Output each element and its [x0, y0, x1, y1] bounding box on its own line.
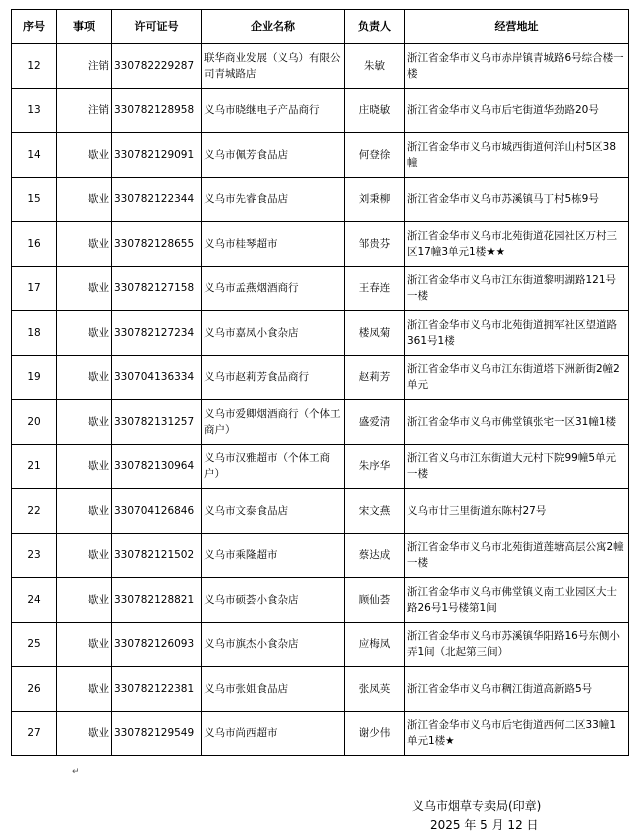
cell-address-text: 浙江省金华市义乌市后宅街道华劲路20号 — [407, 104, 599, 117]
cell-action-text: 歇业 — [88, 504, 109, 517]
cell-address — [405, 222, 629, 267]
cell-address — [405, 489, 629, 534]
cell-license-text: 330782128655 — [114, 237, 195, 250]
cell-address-text: 浙江省金华市义乌市佛堂镇义南工业园区大士路26号1号楼第1间 — [407, 585, 617, 614]
cell-action — [57, 88, 112, 133]
cell-address-text: 浙江省金华市义乌市稠江街道高新路5号 — [407, 682, 593, 695]
cell-person — [345, 622, 405, 667]
cell-address-text: 浙江省金华市义乌市苏溪镇华阳路16号东侧小弄1间（北起第三间） — [407, 630, 620, 659]
cell-company-text: 义乌市张姐食品店 — [204, 682, 288, 695]
cell-company — [202, 533, 345, 578]
cell-person — [345, 533, 405, 578]
issuer-organization: 义乌市烟草专卖局(印章) — [412, 799, 542, 813]
cell-index-text: 19 — [27, 371, 41, 384]
table-row — [12, 489, 629, 534]
cell-index-text: 13 — [27, 104, 41, 117]
cell-company — [202, 444, 345, 489]
cell-person — [345, 266, 405, 311]
table-row — [12, 88, 629, 133]
cell-address — [405, 44, 629, 89]
cell-index — [12, 533, 57, 578]
cell-action-text: 歇业 — [88, 148, 109, 161]
cell-index — [12, 489, 57, 534]
cell-person-text: 蔡达成 — [358, 549, 391, 562]
cell-action — [57, 711, 112, 756]
cell-index-text: 20 — [27, 415, 41, 428]
cell-license — [112, 266, 202, 311]
cell-company — [202, 400, 345, 445]
table-row — [12, 266, 629, 311]
cell-action-text: 歇业 — [88, 282, 109, 295]
cell-index — [12, 266, 57, 311]
header-company: 企业名称 — [202, 10, 345, 44]
cell-person — [345, 711, 405, 756]
cell-person-text: 朱敏 — [364, 59, 385, 72]
cell-company — [202, 133, 345, 178]
cell-license — [112, 88, 202, 133]
cell-person-text: 朱序华 — [358, 460, 391, 473]
cell-action-text: 注销 — [88, 59, 109, 72]
cell-license — [112, 622, 202, 667]
cell-license — [112, 400, 202, 445]
cell-action-text: 歇业 — [88, 460, 109, 473]
cell-action — [57, 533, 112, 578]
cell-index-text: 27 — [27, 727, 41, 740]
cell-license — [112, 578, 202, 623]
cell-address-text: 浙江省金华市义乌市江东街道黎明湖路121号一楼 — [407, 274, 617, 303]
cell-index-text: 21 — [27, 460, 41, 473]
cell-address — [405, 711, 629, 756]
table-row — [12, 444, 629, 489]
cell-address-text: 浙江省金华市义乌市北苑街道拥军社区望道路361号1楼 — [407, 318, 617, 347]
cell-index — [12, 88, 57, 133]
cell-company — [202, 355, 345, 400]
cell-person-text: 何登徐 — [358, 148, 391, 161]
cell-license-text: 330782127158 — [114, 282, 195, 295]
header-action: 事项 — [57, 10, 112, 44]
cell-license-text: 330782121502 — [114, 549, 195, 562]
cell-license-text: 330782127234 — [114, 326, 195, 339]
cell-company — [202, 266, 345, 311]
cell-person-text: 宋文燕 — [358, 504, 391, 517]
cell-person — [345, 88, 405, 133]
cell-person-text: 庄晓敏 — [358, 104, 391, 117]
cell-company — [202, 88, 345, 133]
cell-address — [405, 133, 629, 178]
cell-action-text: 歇业 — [88, 193, 109, 206]
cell-license — [112, 533, 202, 578]
cell-license — [112, 44, 202, 89]
cell-person-text: 顾仙荟 — [358, 593, 391, 606]
cell-person — [345, 444, 405, 489]
cell-address-text: 浙江省金华市义乌市江东街道塔下洲新街2幢2单元 — [407, 363, 620, 392]
cell-address-text: 浙江省金华市义乌市佛堂镇张宅一区31幢1楼 — [407, 415, 617, 428]
cell-company-text: 义乌市佩芳食品店 — [204, 148, 288, 161]
table-row — [12, 711, 629, 756]
cell-person-text: 刘秉柳 — [358, 193, 391, 206]
cell-action — [57, 622, 112, 667]
cell-index-text: 16 — [27, 237, 41, 250]
cell-index-text: 12 — [27, 59, 41, 72]
cell-person — [345, 133, 405, 178]
cell-license-text: 330782122381 — [114, 682, 195, 695]
cell-license-text: 330782131257 — [114, 415, 195, 428]
cell-company-text: 义乌市爱卿烟酒商行（个体工商户） — [204, 407, 341, 436]
cell-index-text: 15 — [27, 193, 41, 206]
cell-company-text: 义乌市嘉凤小食杂店 — [204, 326, 299, 339]
cell-action-text: 歇业 — [88, 682, 109, 695]
cell-person — [345, 44, 405, 89]
cell-index-text: 24 — [27, 593, 41, 606]
cell-person — [345, 578, 405, 623]
license-table — [11, 9, 629, 756]
cell-address-text: 浙江省金华市义乌市北苑街道莲塘高层公寓2幢一楼 — [407, 541, 624, 570]
cell-company-text: 义乌市旗杰小食杂店 — [204, 638, 299, 651]
cell-person-text: 张凤英 — [358, 682, 391, 695]
cell-person — [345, 355, 405, 400]
cell-index — [12, 311, 57, 356]
cell-address — [405, 355, 629, 400]
table-row — [12, 400, 629, 445]
cell-address — [405, 177, 629, 222]
cell-index — [12, 400, 57, 445]
cell-person — [345, 400, 405, 445]
cell-action-text: 歇业 — [88, 593, 109, 606]
cell-license-text: 330782126093 — [114, 638, 195, 651]
table-row — [12, 133, 629, 178]
table-body — [12, 44, 629, 756]
cell-license — [112, 667, 202, 712]
cell-address-text: 浙江省义乌市江东街道大元村下院99幢5单元一楼 — [407, 452, 617, 481]
cell-company — [202, 222, 345, 267]
cell-index-text: 25 — [27, 638, 41, 651]
cell-address-text: 浙江省金华市义乌市苏溪镇马丁村5栋9号 — [407, 193, 599, 206]
cell-license-text: 330782129091 — [114, 148, 195, 161]
cell-license — [112, 177, 202, 222]
cell-company — [202, 622, 345, 667]
cell-company-text: 义乌市乘隆超市 — [204, 549, 278, 562]
table-row — [12, 578, 629, 623]
cell-address — [405, 667, 629, 712]
cell-index-text: 26 — [27, 682, 41, 695]
header-index: 序号 — [12, 10, 57, 44]
cell-company-text: 义乌市硕荟小食杂店 — [204, 593, 299, 606]
cell-person-text: 赵莉芳 — [358, 371, 391, 384]
cell-person-text: 应梅凤 — [358, 638, 391, 651]
cell-license — [112, 311, 202, 356]
cell-license-text: 330782229287 — [114, 59, 195, 72]
cell-index-text: 17 — [27, 282, 41, 295]
header-license: 许可证号 — [112, 10, 202, 44]
cell-address-text: 浙江省金华市义乌市城西街道何洋山村5区38幢 — [407, 140, 617, 169]
cell-index-text: 22 — [27, 504, 41, 517]
cell-action — [57, 355, 112, 400]
header-address: 经营地址 — [405, 10, 629, 44]
cell-person-text: 盛爱清 — [358, 415, 391, 428]
cell-action — [57, 489, 112, 534]
cell-license — [112, 355, 202, 400]
cell-action — [57, 177, 112, 222]
cell-company — [202, 177, 345, 222]
cell-license-text: 330782129549 — [114, 727, 195, 740]
cell-company-text: 义乌市尚西超市 — [204, 727, 278, 740]
cell-action — [57, 444, 112, 489]
cell-person — [345, 489, 405, 534]
table-row — [12, 222, 629, 267]
cell-license — [112, 489, 202, 534]
cell-action-text: 歇业 — [88, 326, 109, 339]
cell-company-text: 义乌市赵莉芳食品商行 — [204, 371, 309, 384]
cell-address-text: 浙江省金华市义乌市赤岸镇青城路6号综合楼一楼 — [407, 51, 624, 80]
cell-action — [57, 266, 112, 311]
cell-company-text: 义乌市桂琴超市 — [204, 237, 278, 250]
cell-person-text: 楼凤菊 — [358, 326, 391, 339]
cell-company — [202, 311, 345, 356]
cell-action-text: 注销 — [88, 104, 109, 117]
cell-address — [405, 622, 629, 667]
cell-action-text: 歇业 — [88, 638, 109, 651]
cell-action — [57, 400, 112, 445]
cell-person-text: 王春连 — [358, 282, 391, 295]
cell-address — [405, 444, 629, 489]
cell-company-text: 义乌市孟燕烟酒商行 — [204, 282, 299, 295]
cell-person — [345, 667, 405, 712]
cell-action — [57, 311, 112, 356]
cell-action — [57, 133, 112, 178]
cell-company-text: 义乌市汉雅超市（个体工商户） — [204, 452, 330, 481]
cell-action — [57, 667, 112, 712]
cell-action-text: 歇业 — [88, 549, 109, 562]
table-row — [12, 533, 629, 578]
cell-company — [202, 489, 345, 534]
cell-address — [405, 578, 629, 623]
cell-index — [12, 444, 57, 489]
cell-company — [202, 578, 345, 623]
table-row — [12, 44, 629, 89]
paragraph-mark-icon: ↵ — [72, 767, 80, 777]
cell-action-text: 歇业 — [88, 415, 109, 428]
table-row — [12, 622, 629, 667]
cell-company — [202, 44, 345, 89]
cell-company-text: 义乌市文泰食品店 — [204, 504, 288, 517]
cell-address — [405, 311, 629, 356]
cell-index-text: 23 — [27, 549, 41, 562]
cell-index-text: 14 — [27, 148, 41, 161]
cell-address-text: 浙江省金华市义乌市后宅街道西何二区33幢1单元1楼★ — [407, 719, 617, 748]
cell-person — [345, 222, 405, 267]
cell-license — [112, 133, 202, 178]
header-person: 负责人 — [345, 10, 405, 44]
cell-index — [12, 711, 57, 756]
cell-address — [405, 533, 629, 578]
cell-index — [12, 355, 57, 400]
cell-index — [12, 222, 57, 267]
table-row — [12, 311, 629, 356]
cell-person-text: 谢少伟 — [358, 727, 391, 740]
cell-license — [112, 444, 202, 489]
issue-date: 2025 年 5 月 12 日 — [430, 818, 539, 832]
cell-company-text: 义乌市先睿食品店 — [204, 193, 288, 206]
cell-address-text: 义乌市廿三里街道东陈村27号 — [407, 504, 547, 517]
cell-action-text: 歇业 — [88, 371, 109, 384]
table-row — [12, 177, 629, 222]
cell-person-text: 邹贵芬 — [358, 237, 391, 250]
cell-address — [405, 88, 629, 133]
cell-index — [12, 177, 57, 222]
cell-person — [345, 311, 405, 356]
cell-company — [202, 711, 345, 756]
cell-company-text: 联华商业发展（义乌）有限公司青城路店 — [204, 51, 341, 80]
cell-license-text: 330782122344 — [114, 193, 195, 206]
cell-license-text: 330704126846 — [114, 504, 195, 517]
cell-license — [112, 711, 202, 756]
cell-index — [12, 667, 57, 712]
table-header-row — [12, 10, 629, 44]
cell-action — [57, 222, 112, 267]
cell-license — [112, 222, 202, 267]
cell-address-text: 浙江省金华市义乌市北苑街道花园社区万村三区17幢3单元1楼★★ — [407, 229, 617, 258]
cell-address — [405, 400, 629, 445]
cell-license-text: 330704136334 — [114, 371, 195, 384]
cell-index-text: 18 — [27, 326, 41, 339]
cell-action-text: 歇业 — [88, 727, 109, 740]
cell-index — [12, 133, 57, 178]
table-row — [12, 667, 629, 712]
cell-index — [12, 578, 57, 623]
cell-action-text: 歇业 — [88, 237, 109, 250]
cell-company — [202, 667, 345, 712]
cell-person — [345, 177, 405, 222]
cell-license-text: 330782128821 — [114, 593, 195, 606]
cell-index — [12, 622, 57, 667]
cell-address — [405, 266, 629, 311]
cell-action — [57, 578, 112, 623]
cell-action — [57, 44, 112, 89]
cell-index — [12, 44, 57, 89]
cell-company-text: 义乌市晓继电子产品商行 — [204, 104, 320, 117]
table-row — [12, 355, 629, 400]
cell-license-text: 330782128958 — [114, 104, 195, 117]
cell-license-text: 330782130964 — [114, 460, 195, 473]
